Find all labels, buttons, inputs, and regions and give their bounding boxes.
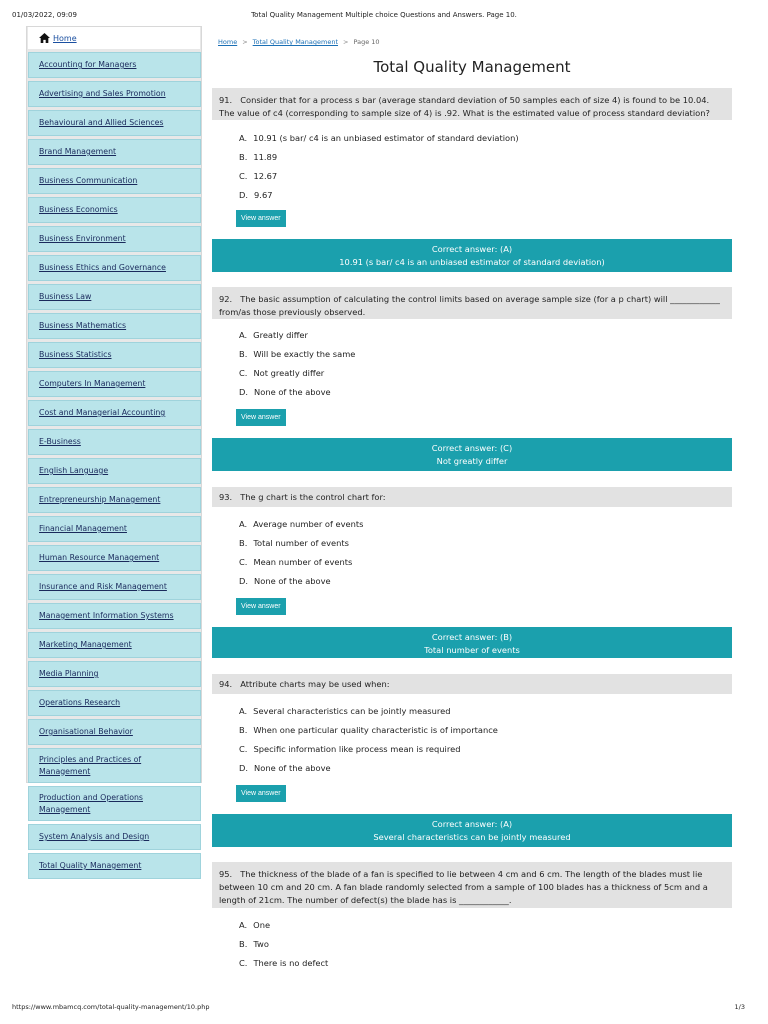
question-number: 95. <box>219 869 233 879</box>
option-c: C. Specific information like process mean is required <box>239 744 461 754</box>
option-c: C. 12.67 <box>239 171 278 181</box>
breadcrumb-home[interactable]: Home <box>218 38 238 46</box>
correct-answer-text: 10.91 (s bar/ c4 is an unbiased estimator of standard deviation) <box>339 256 605 267</box>
option-b: B. When one particular quality characteristic is of importance <box>239 725 498 735</box>
option-a: A. Average number of events <box>239 519 364 529</box>
sidebar-item-business-economics[interactable]: Business Economics <box>28 197 201 223</box>
sidebar-item-total-quality-management[interactable]: Total Quality Management <box>28 853 201 879</box>
home-link[interactable] <box>28 27 200 49</box>
question-text-block <box>212 88 732 120</box>
option-b: B. Will be exactly the same <box>239 349 356 359</box>
correct-answer-text: Not greatly differ <box>436 455 508 466</box>
correct-answer-label: Correct answer: (A) <box>431 244 513 254</box>
option-a: A. One <box>239 920 271 930</box>
question-95 <box>212 862 732 973</box>
option-a: A. Several characteristics can be jointly measured <box>239 706 451 716</box>
question-text: Attribute charts may be used when: <box>240 679 390 689</box>
sidebar-item-business-ethics-and-governance[interactable]: Business Ethics and Governance <box>28 255 201 281</box>
question-number: 94. <box>219 679 233 689</box>
sidebar <box>26 26 202 870</box>
sidebar-item-cost-and-managerial-accounting[interactable]: Cost and Managerial Accounting <box>28 400 201 426</box>
sidebar-item-entrepreneurship-management[interactable]: Entrepreneurship Management <box>28 487 201 513</box>
option-b: B. 11.89 <box>239 152 278 162</box>
sidebar-item-business-mathematics[interactable]: Business Mathematics <box>28 313 201 339</box>
home-icon <box>39 33 50 43</box>
breadcrumb <box>212 38 732 50</box>
sidebar-item-system-analysis-and-design[interactable]: System Analysis and Design <box>28 824 201 850</box>
sidebar-item-e-business[interactable]: E-Business <box>28 429 201 455</box>
sidebar-item-business-communication[interactable]: Business Communication <box>28 168 201 194</box>
options-list <box>212 702 732 778</box>
option-a: A. Greatly differ <box>239 330 308 340</box>
correct-answer-box <box>212 438 732 471</box>
question-text-block <box>212 487 732 507</box>
breadcrumb-section[interactable]: Total Quality Management <box>252 38 339 46</box>
correct-answer-text: Several characteristics can be jointly measured <box>373 831 571 842</box>
question-93 <box>212 487 732 658</box>
question-number: 91. <box>219 95 233 105</box>
sidebar-item-business-statistics[interactable]: Business Statistics <box>28 342 201 368</box>
breadcrumb-current: Page 10 <box>353 38 380 46</box>
view-answer-button[interactable]: View answer <box>236 598 286 615</box>
subject-list <box>27 52 201 879</box>
print-page-number: 1/3 <box>734 1003 745 1011</box>
correct-answer-text: Total number of events <box>424 644 520 655</box>
question-text: Consider that for a process s bar (average standard deviation of 50 samples each of size 4) is found to be 10.04. The value of c4 (corresponding to sample size of 4) is .92. What is the estimated value of process standard deviation? <box>219 95 710 118</box>
view-answer-button[interactable]: View answer <box>236 785 286 802</box>
sidebar-item-production-and-operations-management[interactable]: Production and Operations Management <box>28 786 201 821</box>
sidebar-item-accounting-for-managers[interactable]: Accounting for Managers <box>28 52 201 78</box>
option-c: C. Not greatly differ <box>239 368 325 378</box>
sidebar-item-brand-management[interactable]: Brand Management <box>28 139 201 165</box>
view-answer-button[interactable]: View answer <box>236 210 286 227</box>
sidebar-item-operations-research[interactable]: Operations Research <box>28 690 201 716</box>
question-91 <box>212 88 732 272</box>
question-text: The basic assumption of calculating the control limits based on average sample size (for a p chart) will ____________ from/as those previously observed. <box>219 294 720 317</box>
option-b: B. Two <box>239 939 269 949</box>
sidebar-item-behavioural-and-allied-sciences[interactable]: Behavioural and Allied Sciences <box>28 110 201 136</box>
option-c: C. There is no defect <box>239 958 329 968</box>
sidebar-item-financial-management[interactable]: Financial Management <box>28 516 201 542</box>
correct-answer-label: Correct answer: (B) <box>431 632 513 642</box>
sidebar-item-media-planning[interactable]: Media Planning <box>28 661 201 687</box>
question-94 <box>212 674 732 847</box>
option-d: D. None of the above <box>239 387 331 397</box>
sidebar-item-management-information-systems[interactable]: Management Information Systems <box>28 603 201 629</box>
sidebar-item-computers-in-management[interactable]: Computers In Management <box>28 371 201 397</box>
home-link-label: Home <box>53 33 77 43</box>
option-b: B. Total number of events <box>239 538 349 548</box>
print-title: Total Quality Management Multiple choice Questions and Answers. Page 10. <box>251 11 517 19</box>
sidebar-item-english-language[interactable]: English Language <box>28 458 201 484</box>
breadcrumb-separator: > <box>343 38 349 46</box>
options-list <box>212 129 732 205</box>
question-text: The g chart is the control chart for: <box>240 492 386 502</box>
option-c: C. Mean number of events <box>239 557 353 567</box>
sidebar-item-business-law[interactable]: Business Law <box>28 284 201 310</box>
correct-answer-box <box>212 814 732 847</box>
question-text-block <box>212 862 732 908</box>
options-list <box>212 326 732 402</box>
option-a: A. 10.91 (s bar/ c4 is an unbiased estimator of standard deviation) <box>239 133 519 143</box>
question-text: The thickness of the blade of a fan is specified to lie between 4 cm and 6 cm. The length of the blades must lie between 10 cm and 20 cm. A fan blade randomly selected from a sample of 100 blades has a thickness of 5cm and a length of 21cm. The number of defect(s) the blade has is ____________. <box>219 869 708 905</box>
sidebar-item-principles-and-practices-of-management[interactable]: Principles and Practices of Management <box>28 748 201 783</box>
correct-answer-label: Correct answer: (C) <box>431 443 513 453</box>
sidebar-item-advertising-and-sales-promotion[interactable]: Advertising and Sales Promotion <box>28 81 201 107</box>
question-text-block <box>212 287 732 319</box>
sidebar-item-insurance-and-risk-management[interactable]: Insurance and Risk Management <box>28 574 201 600</box>
main-content <box>212 38 732 973</box>
option-d: D. None of the above <box>239 576 331 586</box>
question-92 <box>212 287 732 471</box>
print-url: https://www.mbamcq.com/total-quality-management/10.php <box>12 1003 210 1011</box>
sidebar-item-marketing-management[interactable]: Marketing Management <box>28 632 201 658</box>
question-text-block <box>212 674 732 694</box>
sidebar-item-organisational-behavior[interactable]: Organisational Behavior <box>28 719 201 745</box>
correct-answer-label: Correct answer: (A) <box>431 819 513 829</box>
print-datetime: 01/03/2022, 09:09 <box>12 11 77 19</box>
print-footer <box>0 1003 768 1015</box>
sidebar-item-human-resource-management[interactable]: Human Resource Management <box>28 545 201 571</box>
option-d: D. 9.67 <box>239 190 273 200</box>
sidebar-item-business-environment[interactable]: Business Environment <box>28 226 201 252</box>
options-list <box>212 515 732 591</box>
correct-answer-box <box>212 627 732 658</box>
print-header <box>0 11 768 23</box>
question-number: 92. <box>219 294 233 304</box>
option-d: D. None of the above <box>239 763 331 773</box>
breadcrumb-separator: > <box>242 38 248 46</box>
options-list <box>212 916 732 973</box>
question-number: 93. <box>219 492 233 502</box>
view-answer-button[interactable]: View answer <box>236 409 286 426</box>
correct-answer-box <box>212 239 732 272</box>
page-title: Total Quality Management <box>373 58 571 76</box>
